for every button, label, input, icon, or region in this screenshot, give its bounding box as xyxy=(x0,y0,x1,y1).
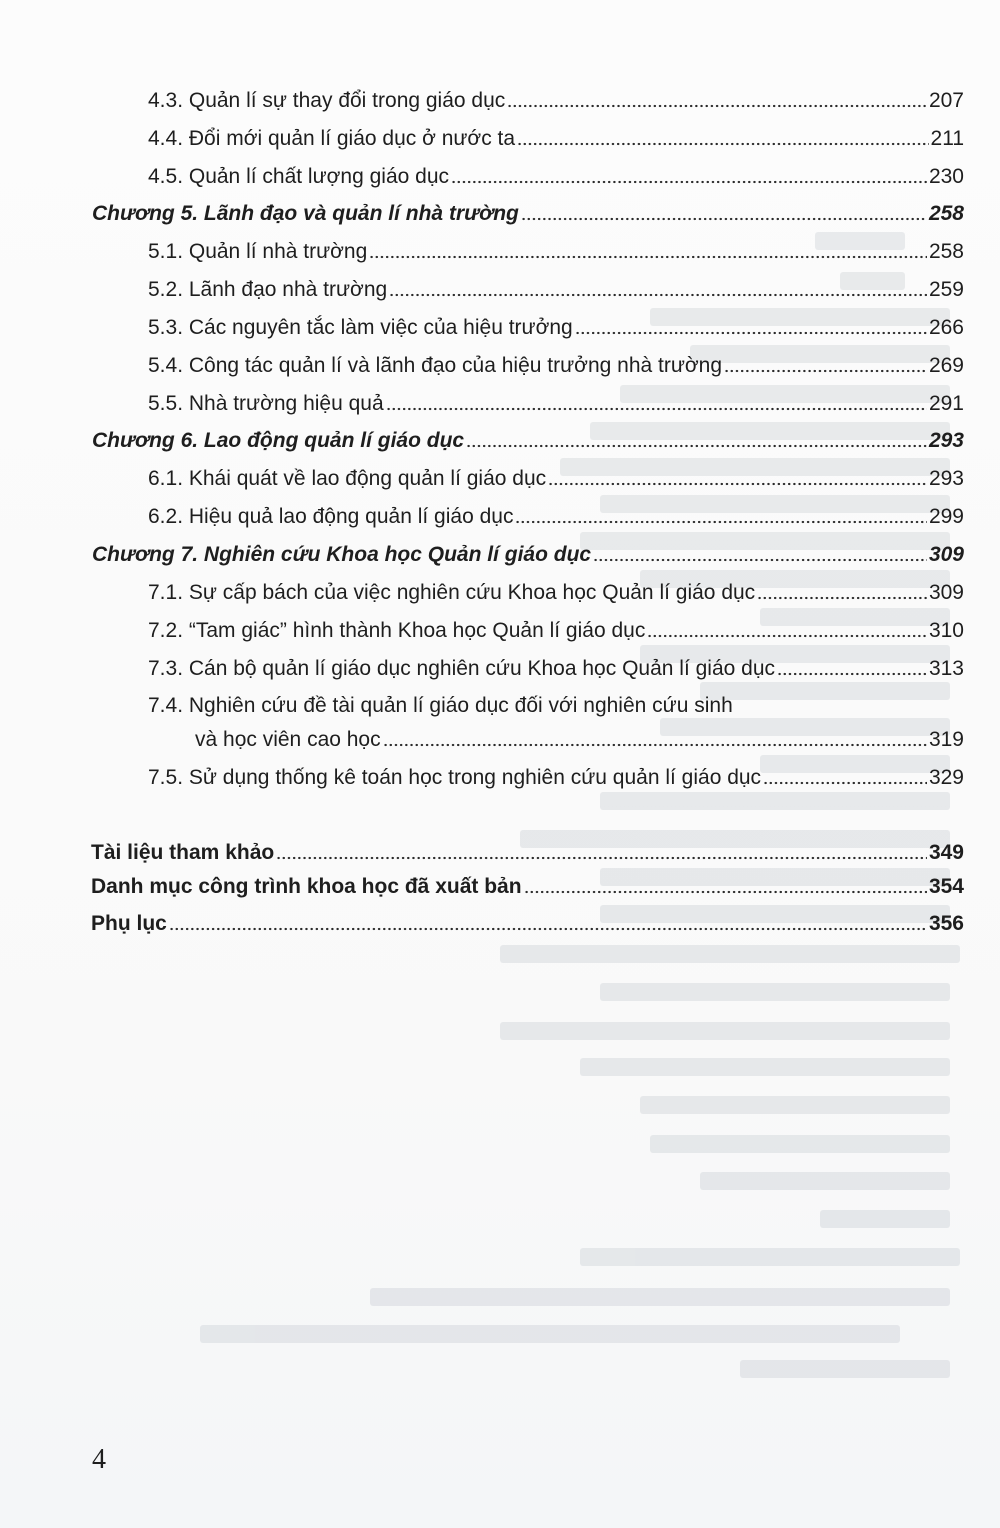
toc-entry-title: 6.2. Hiệu quả lao động quản lí giáo dục xyxy=(148,505,514,528)
toc-entry-title-line2: và học viên cao học xyxy=(195,728,381,751)
toc-entry-title: 5.1. Quản lí nhà trường xyxy=(148,240,368,263)
toc-entry-title: 4.4. Đổi mới quản lí giáo dục ở nước ta xyxy=(148,127,516,150)
toc-entry-page: 207 xyxy=(928,89,964,112)
toc-chapter-title: Chương 7. Nghiên cứu Khoa học Quản lí giáo dục xyxy=(92,543,592,566)
toc-entry-title: 5.2. Lãnh đạo nhà trường xyxy=(148,278,388,301)
toc-entry-title: 7.5. Sử dụng thống kê toán học trong nghiên cứu quản lí giáo dục xyxy=(148,766,762,789)
toc-entry xyxy=(148,276,964,304)
toc-entry-page: 293 xyxy=(928,429,964,452)
page-number: 4 xyxy=(92,1444,106,1475)
dot-leader xyxy=(548,481,927,487)
toc-entry xyxy=(148,390,964,418)
dot-leader xyxy=(276,855,927,861)
toc-entry-page: 319 xyxy=(928,728,964,751)
dot-leader xyxy=(169,926,927,932)
dot-leader xyxy=(386,406,927,412)
toc-entry-page: 329 xyxy=(928,766,964,789)
dot-leader xyxy=(521,216,927,222)
dot-leader xyxy=(757,595,927,601)
toc-entry-title: 6.1. Khái quát về lao động quản lí giáo dục xyxy=(148,467,547,490)
toc-entry-title-line1: 7.4. Nghiên cứu đề tài quản lí giáo dục đối với nghiên cứu sinh xyxy=(148,694,733,717)
toc-entry-page: 354 xyxy=(928,875,964,898)
toc-entry-page: 309 xyxy=(928,543,964,566)
toc-chapter-entry xyxy=(92,427,964,455)
dot-leader xyxy=(517,141,928,147)
dot-leader xyxy=(575,330,927,336)
dot-leader xyxy=(777,671,927,677)
toc-entry-page: 293 xyxy=(928,467,964,490)
toc-chapter-title: Chương 5. Lãnh đạo và quản lí nhà trường xyxy=(92,202,519,225)
toc-back-matter-entry xyxy=(91,873,964,901)
toc-chapter-title: Chương 6. Lao động quản lí giáo dục xyxy=(92,429,465,452)
toc-entry-title: Danh mục công trình khoa học đã xuất bản xyxy=(91,875,522,898)
toc-entry-page: 349 xyxy=(928,841,964,864)
dot-leader xyxy=(389,292,927,298)
toc-entry-title: Phụ lục xyxy=(91,912,167,935)
toc-entry-title: 5.4. Công tác quản lí và lãnh đạo của hiệu trưởng nhà trường xyxy=(148,354,723,377)
dot-leader xyxy=(466,443,927,449)
dot-leader xyxy=(763,780,927,786)
toc-entry xyxy=(148,125,964,153)
toc-entry-title: 5.3. Các nguyên tắc làm việc của hiệu trưởng xyxy=(148,316,573,339)
toc-entry-title: 7.2. “Tam giác” hình thành Khoa học Quản lí giáo dục xyxy=(148,619,646,642)
toc-entry-title: 7.3. Cán bộ quản lí giáo dục nghiên cứu Khoa học Quản lí giáo dục xyxy=(148,657,776,680)
toc-entry xyxy=(148,764,964,792)
toc-entry xyxy=(148,163,964,191)
toc-entry-page: 309 xyxy=(928,581,964,604)
dot-leader xyxy=(593,557,927,563)
toc-entry-page: 230 xyxy=(928,165,964,188)
toc-back-matter-entry xyxy=(91,839,964,867)
toc-entry-title: 4.5. Quản lí chất lượng giáo dục xyxy=(148,165,450,188)
toc-entry-page: 266 xyxy=(928,316,964,339)
dot-leader xyxy=(369,254,927,260)
dot-leader xyxy=(451,179,927,185)
toc-entry-page: 259 xyxy=(928,278,964,301)
dot-leader xyxy=(524,889,927,895)
dot-leader xyxy=(724,368,927,374)
toc-entry xyxy=(148,503,964,531)
toc-entry xyxy=(148,617,964,645)
toc-entry xyxy=(148,352,964,380)
toc-entry-page: 269 xyxy=(928,354,964,377)
toc-entry-title: 4.3. Quản lí sự thay đổi trong giáo dục xyxy=(148,89,506,112)
toc-entry xyxy=(148,465,964,493)
toc-entry-page: 299 xyxy=(928,505,964,528)
toc-entry-page: 356 xyxy=(928,912,964,935)
toc-entry-title: Tài liệu tham khảo xyxy=(91,841,275,864)
toc-back-matter-entry xyxy=(91,910,964,938)
toc-entry xyxy=(148,579,964,607)
toc-entry xyxy=(148,655,964,683)
toc-entry xyxy=(148,238,964,266)
toc-entry-page: 258 xyxy=(928,240,964,263)
dot-leader xyxy=(515,519,927,525)
toc-chapter-entry xyxy=(92,200,964,228)
toc-entry-title: 5.5. Nhà trường hiệu quả xyxy=(148,392,384,415)
toc-chapter-entry xyxy=(92,541,964,569)
dot-leader xyxy=(507,103,927,109)
toc-entry-page: 313 xyxy=(928,657,964,680)
dot-leader xyxy=(383,742,927,748)
toc-entry xyxy=(148,87,964,115)
toc-entry-multiline xyxy=(148,692,964,754)
toc-entry-title: 7.1. Sự cấp bách của việc nghiên cứu Khoa học Quản lí giáo dục xyxy=(148,581,756,604)
dot-leader xyxy=(647,633,927,639)
toc-entry xyxy=(148,314,964,342)
toc-entry-page: 291 xyxy=(928,392,964,415)
toc-entry-page: 258 xyxy=(928,202,964,225)
toc-entry-page: 310 xyxy=(928,619,964,642)
toc-entry-page: 211 xyxy=(930,127,964,150)
